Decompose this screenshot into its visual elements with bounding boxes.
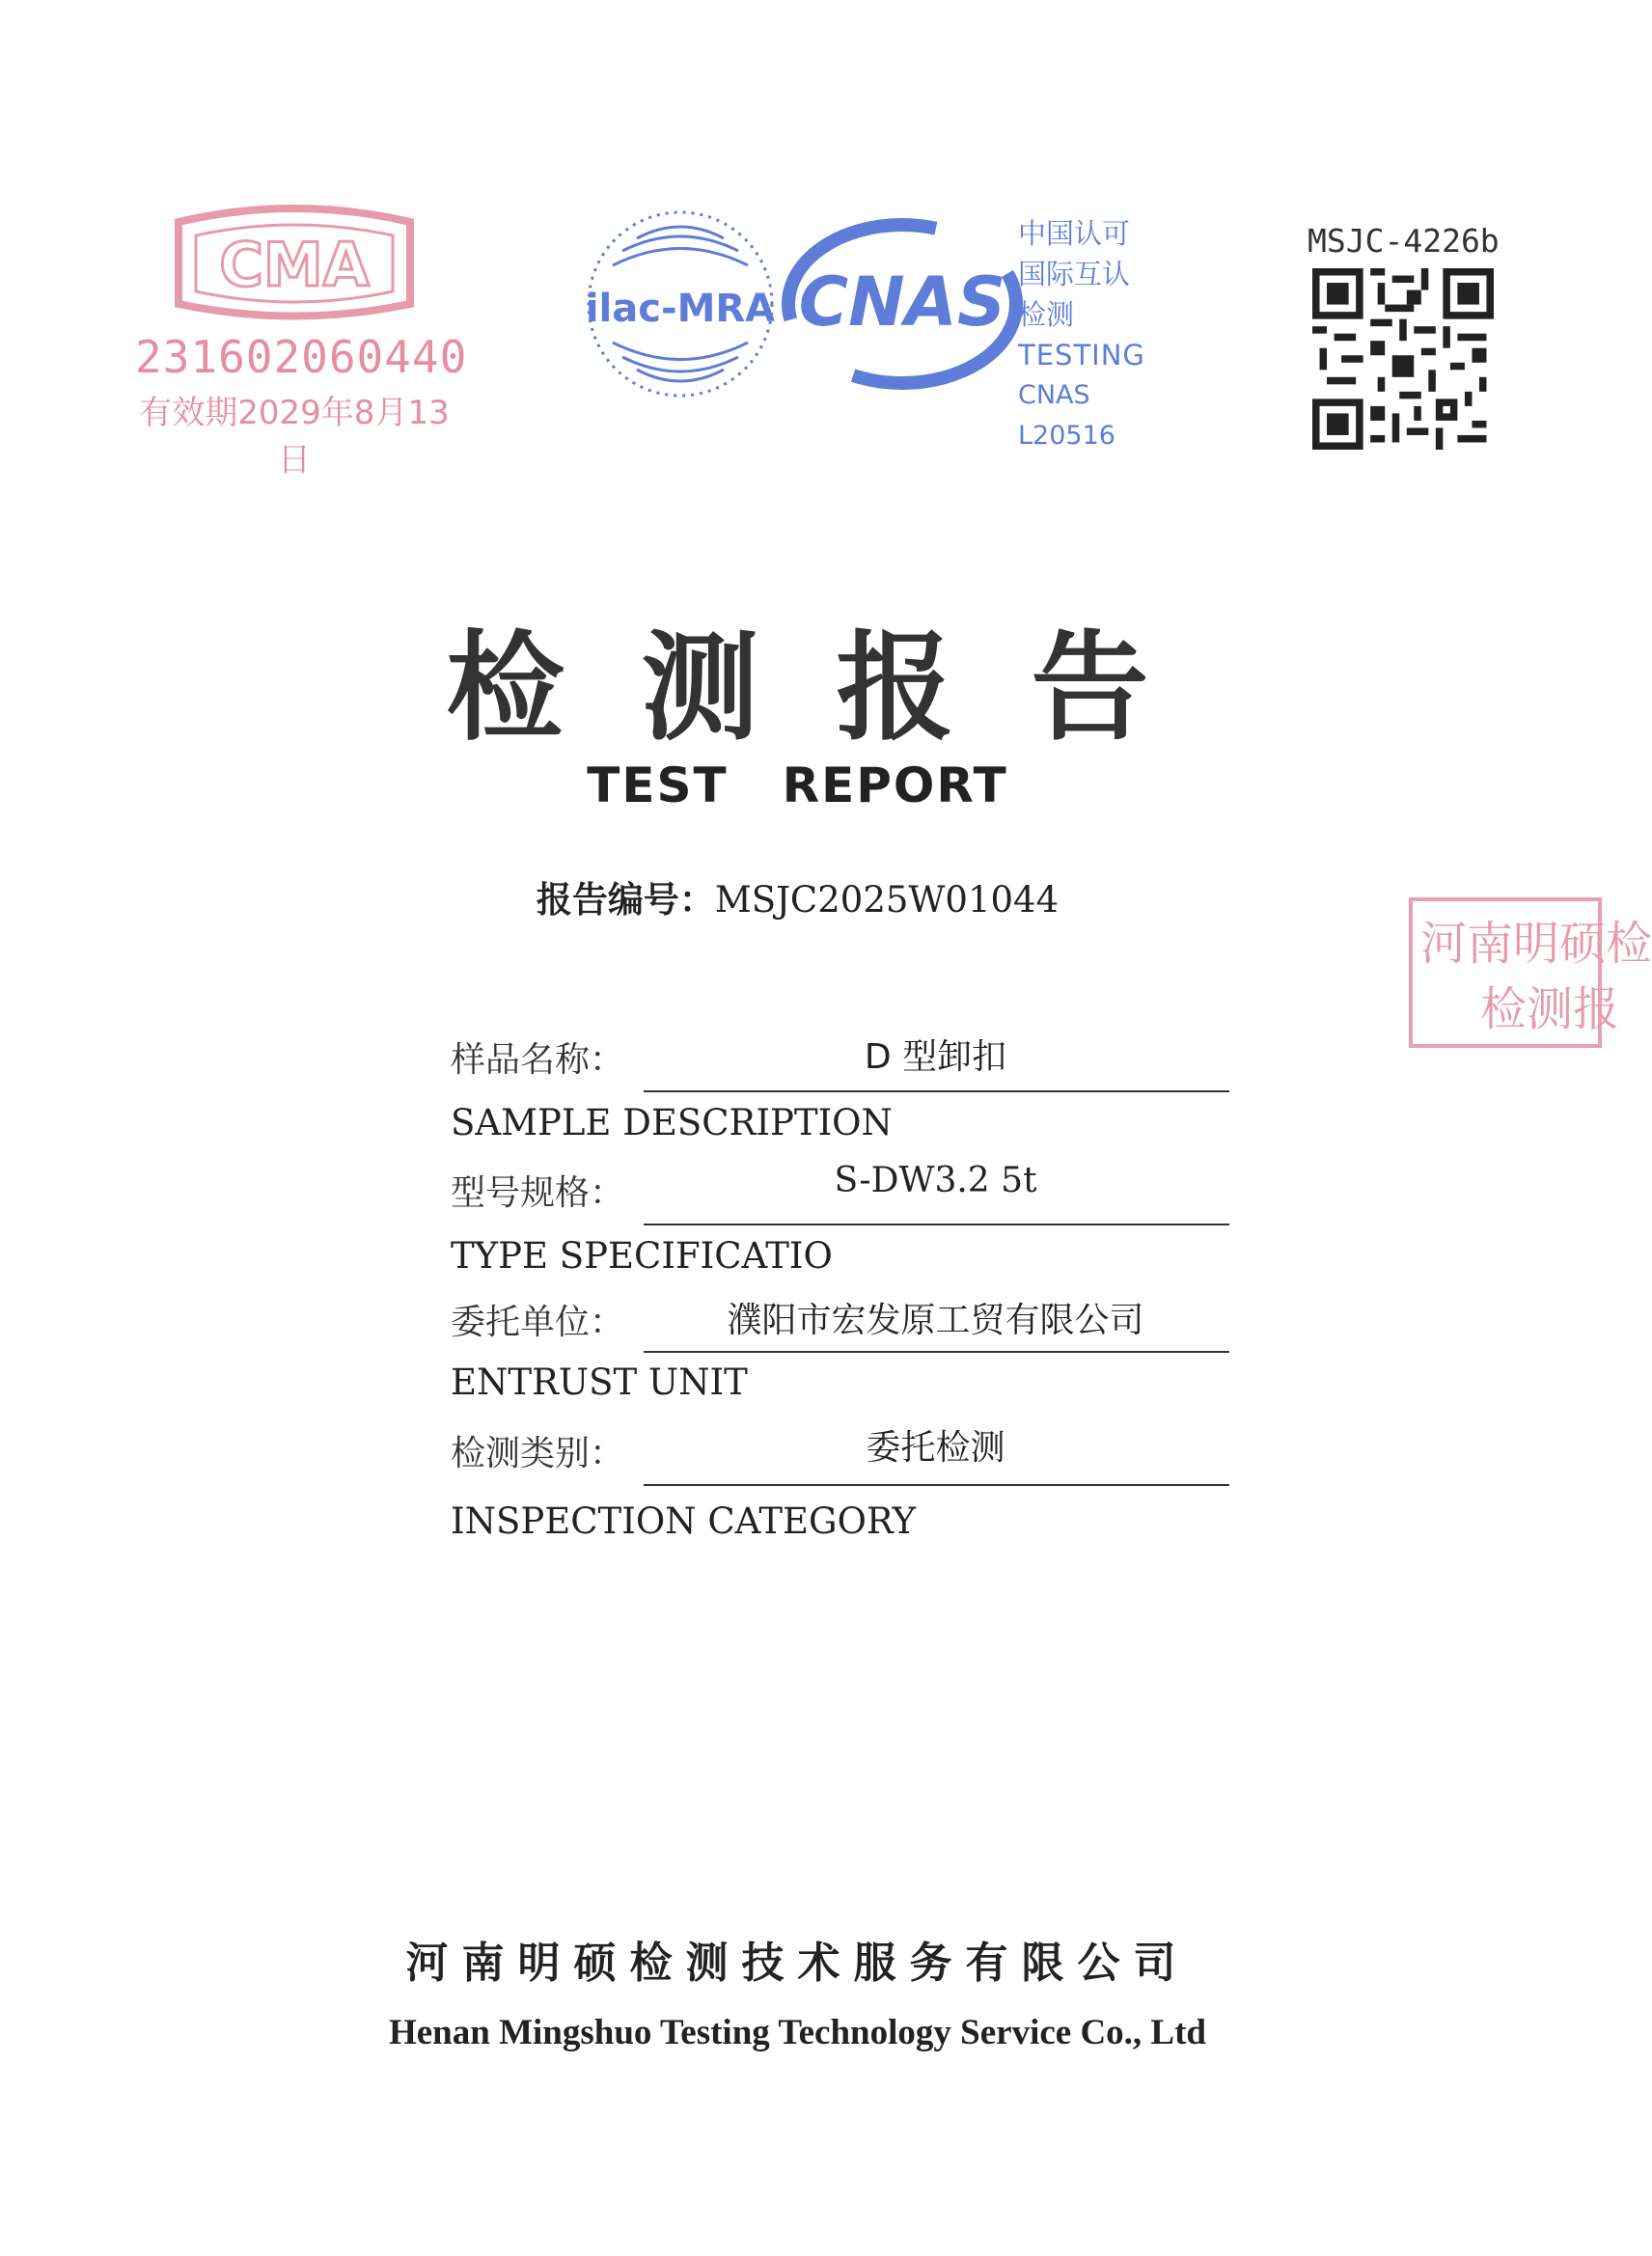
svg-text:CMA: CMA	[219, 230, 370, 300]
company-name-cn: 河南明硕检测技术服务有限公司	[405, 1939, 1190, 1988]
report-number-value: MSJC2025W01044	[714, 879, 1060, 921]
entrust-unit-label-en: ENTRUST UNIT	[451, 1362, 748, 1403]
inspection-category-label: 检测类别：	[451, 1434, 625, 1473]
sample-name-label: 样品名称：	[451, 1040, 625, 1080]
report-number-label: 报告编号：	[536, 879, 715, 921]
sample-name-value: D 型卸扣	[864, 1037, 1007, 1077]
type-spec-value: S-DW3.2 5t	[834, 1161, 1037, 1200]
edge-stamp: 河南明硕检 检测报	[1409, 897, 1602, 1048]
report-title-en-word1: TEST	[587, 757, 729, 813]
sample-name-underline	[644, 1090, 1229, 1092]
cnas-side-text: 中国认可 国际互认 检测 TESTING CNAS L20516	[1018, 217, 1145, 451]
cma-number: 231602060440	[135, 331, 468, 383]
type-spec-label-en: TYPE SPECIFICATIO	[451, 1235, 833, 1277]
qr-code-icon	[1312, 268, 1494, 450]
sample-name-label-en: SAMPLE DESCRIPTION	[451, 1102, 893, 1143]
cma-stamp	[135, 203, 468, 480]
cma-validity: 有效期2029年8月13日	[139, 394, 450, 480]
accreditation-logos	[584, 198, 1163, 451]
type-spec-underline	[644, 1224, 1229, 1225]
inspection-category-value: 委托检测	[866, 1428, 1005, 1468]
inspection-category-underline	[644, 1484, 1229, 1486]
document-code: MSJC-4226b	[1308, 222, 1500, 260]
type-spec-label: 型号规格：	[451, 1173, 625, 1213]
company-name-en: Henan Mingshuo Testing Technology Service Co., Ltd	[388, 2013, 1207, 2052]
entrust-unit-underline	[644, 1351, 1229, 1353]
ilac-cnas-logo-icon	[584, 198, 1018, 405]
entrust-unit-label: 委托单位：	[451, 1303, 625, 1342]
inspection-category-label-en: INSPECTION CATEGORY	[451, 1500, 917, 1542]
svg-text:CNAS: CNAS	[798, 262, 1006, 342]
svg-text:ilac-MRA: ilac-MRA	[585, 287, 776, 331]
entrust-unit-value: 濮阳市宏发原工贸有限公司	[727, 1301, 1144, 1340]
report-title-en	[0, 757, 1595, 813]
report-number	[0, 870, 1595, 922]
report-title-cn: 检测报告	[446, 618, 1226, 757]
report-title-en-word2: REPORT	[782, 757, 1008, 813]
cma-logo-icon	[159, 203, 429, 323]
